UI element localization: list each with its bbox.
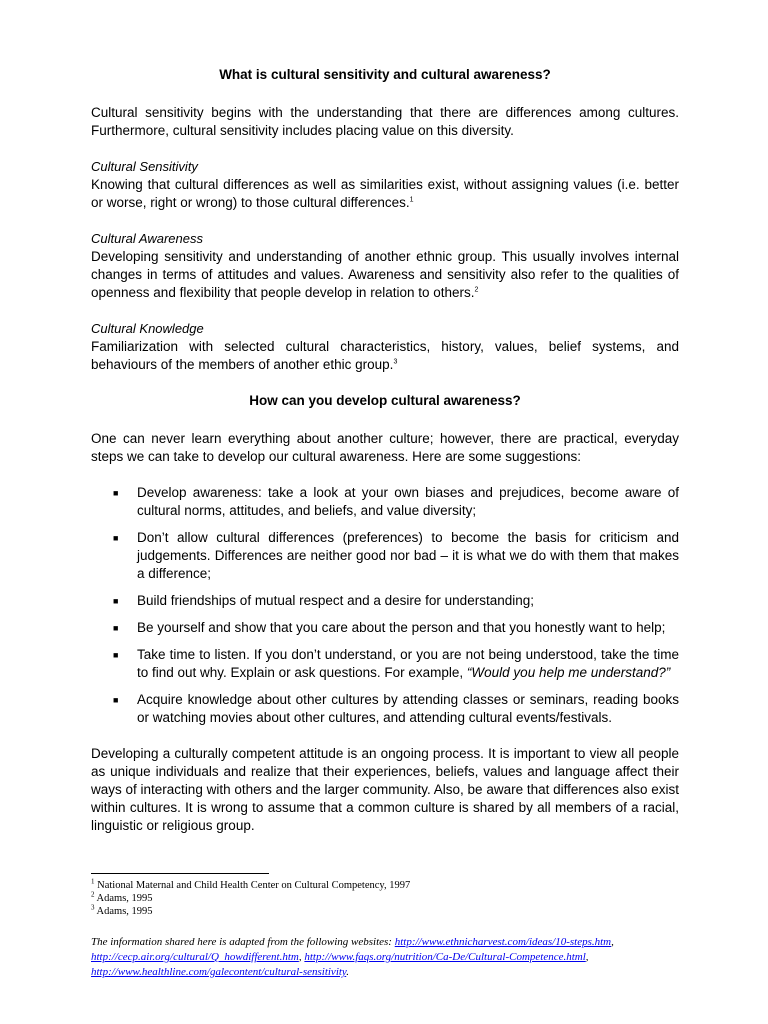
- square-bullet-icon: ■: [113, 533, 119, 543]
- suggestions-list: [91, 484, 679, 727]
- square-bullet-icon: ■: [113, 650, 119, 660]
- list-item: ■ Don’t allow cultural differences (preferences) to become the basis for criticism and judgements. Differences are neither good nor bad – it is what we do with them that makes a difference;: [113, 530, 679, 581]
- closing-paragraph: Developing a culturally competent attitude is an ongoing process. It is important to view all people as unique individuals and realize that their experiences, beliefs, values and language affect their ways of interacting with others and the larger community. Also, be aware that differences also exist within cultures. It is wrong to assume that a common culture is shared by all members of a racial, linguistic or religious group.: [91, 746, 679, 833]
- footnote-ref: 2: [474, 286, 479, 294]
- term-definition: Knowing that cultural differences as well as similarities exist, without assigning values (i.e. better or worse, right or wrong) to those cultural differences.$^1$: [91, 177, 679, 210]
- source-link-healthline[interactable]: http://www.healthline.com/galecontent/cultural-sensitivity: [91, 966, 347, 978]
- list-item: ■ Acquire knowledge about other cultures by attending classes or seminars, reading books or watching movies about other cultures, and attending cultural events/festivals.: [113, 692, 679, 725]
- list-item: ■ Develop awareness: take a look at your own biases and prejudices, become aware of cultural norms, attitudes, and beliefs, and value diversity;: [113, 485, 679, 518]
- source-link-ethnicharvest[interactable]: http://www.ethnicharvest.com/ideas/10-steps.htm: [394, 936, 612, 948]
- source-link-faqs[interactable]: http://www.faqs.org/nutrition/Ca-De/Cultural-Competence.html: [304, 951, 586, 963]
- list-item: ■ Build friendships of mutual respect and a desire for understanding;: [113, 593, 534, 608]
- term-heading: Cultural Sensitivity: [91, 159, 198, 174]
- footnote: $^2$ Adams, 1995: [91, 890, 153, 904]
- source-link-cecp[interactable]: http://cecp.air.org/cultural/Q_howdifferent.htm: [91, 951, 299, 963]
- footnotes: [91, 879, 681, 918]
- suggestions-intro: One can never learn everything about another culture; however, there are practical, everyday steps we can take to develop our cultural awareness. Here are some suggestions:: [91, 431, 679, 464]
- footnote-divider: [91, 873, 269, 874]
- square-bullet-icon: ■: [113, 488, 119, 498]
- term-definition: Familiarization with selected cultural characteristics, history, values, belief systems, and behaviours of the members of another ethic group.$^3$: [91, 339, 679, 372]
- footnote-ref: 3: [393, 358, 398, 366]
- footnote: $^3$ Adams, 1995: [91, 903, 153, 917]
- term-cultural-awareness: [91, 230, 679, 302]
- section-title-cultural-sensitivity: What is cultural sensitivity and cultural awareness?: [219, 67, 551, 82]
- term-cultural-sensitivity: [91, 158, 679, 212]
- square-bullet-icon: ■: [113, 596, 119, 606]
- sources-note: The information shared here is adapted from the following websites: http://www.ethnicharvest.com/ideas/10-steps.htm, http://cecp.air.org/cultural/Q_howdifferent.htm, http://www.faqs.org/nutrition/Ca-De/Cultural-Competence.html, http://www.healthline.com/galecontent/cultural-sensitivity.: [91, 936, 614, 978]
- list-item: ■ Take time to listen. If you don’t understand, or you are not being understood, take the time to find out why. Explain or ask questions. For example, “Would you help me understand?”: [113, 647, 679, 680]
- term-heading: Cultural Awareness: [91, 231, 203, 246]
- square-bullet-icon: ■: [113, 623, 119, 633]
- term-heading: Cultural Knowledge: [91, 321, 204, 336]
- term-definition: Developing sensitivity and understanding of another ethnic group. This usually involves internal changes in terms of attitudes and values. Awareness and sensitivity also refer to the qualities of openness and flexibility that people develop in relation to others.$^2$: [91, 249, 679, 300]
- intro-paragraph: Cultural sensitivity begins with the understanding that there are differences among cultures. Furthermore, cultural sensitivity includes placing value on this diversity.: [91, 105, 679, 138]
- footnote: $^1$ National Maternal and Child Health Center on Cultural Competency, 1997: [91, 877, 411, 891]
- square-bullet-icon: ■: [113, 695, 119, 705]
- footnote-ref: 1: [409, 196, 414, 204]
- document-page: [91, 66, 679, 835]
- section-title-develop-awareness: How can you develop cultural awareness?: [249, 393, 521, 408]
- example-question: “Would you help me understand?”: [466, 665, 671, 680]
- list-item: ■ Be yourself and show that you care about the person and that you honestly want to help;: [113, 620, 666, 635]
- term-cultural-knowledge: [91, 320, 679, 374]
